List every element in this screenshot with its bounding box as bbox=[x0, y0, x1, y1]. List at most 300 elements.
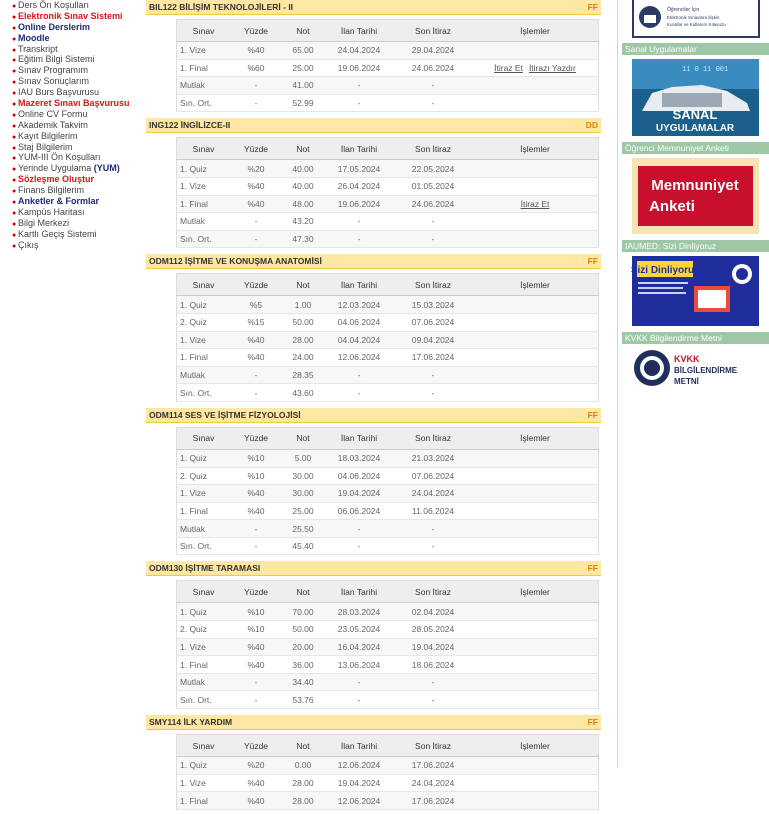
sidebar-item[interactable] bbox=[12, 11, 140, 22]
dinliyoruz-banner[interactable] bbox=[632, 256, 759, 326]
column-header-yuzde: Yüzde bbox=[230, 735, 282, 757]
column-header-ilan: İlan Tarihi bbox=[324, 427, 394, 449]
cell-sinav: 1. Quiz bbox=[177, 757, 231, 775]
sidebar-item[interactable] bbox=[12, 218, 140, 229]
column-header-sinav: Sınav bbox=[177, 427, 231, 449]
cell-actions bbox=[472, 449, 599, 467]
cell-ilan: 17.05.2024 bbox=[324, 160, 394, 178]
column-header-sinav: Sınav bbox=[177, 581, 231, 603]
course-header bbox=[146, 254, 601, 269]
sidebar-item[interactable] bbox=[12, 44, 140, 55]
cell-sinav: Mutlak bbox=[177, 366, 231, 384]
column-header-ilan: İlan Tarihi bbox=[324, 735, 394, 757]
cell-yuzde: %40 bbox=[230, 656, 282, 674]
kvkk-card bbox=[622, 332, 769, 388]
course-letter-grade: FF bbox=[587, 256, 598, 267]
cell-yuzde: %10 bbox=[230, 449, 282, 467]
grade-row bbox=[177, 792, 599, 810]
cell-yuzde: %60 bbox=[230, 59, 282, 77]
cell-sinav: 1. Vize bbox=[177, 42, 231, 60]
cell-sinav: 1. Final bbox=[177, 59, 231, 77]
cell-sinav: 1. Quiz bbox=[177, 296, 231, 314]
cell-not: 36.00 bbox=[282, 656, 324, 674]
objection-link[interactable]: İtiraz Et bbox=[494, 62, 523, 73]
grades-table bbox=[176, 734, 599, 810]
cell-ilan: 12.03.2024 bbox=[324, 296, 394, 314]
column-header-son: Son İtiraz bbox=[394, 20, 472, 42]
cell-yuzde: - bbox=[230, 691, 282, 709]
cell-ilan: 04.04.2024 bbox=[324, 331, 394, 349]
sidebar-item[interactable] bbox=[12, 196, 140, 207]
cell-ilan: - bbox=[324, 94, 394, 112]
cell-not: 48.00 bbox=[282, 195, 324, 213]
course-name: SMY114 İLK YARDIM bbox=[149, 717, 233, 728]
cell-sinav: 1. Final bbox=[177, 656, 231, 674]
sidebar-item-label: Eğitim Bilgi Sistemi bbox=[18, 54, 95, 65]
cell-son: - bbox=[394, 230, 472, 248]
sidebar-item-label: Transkript bbox=[18, 43, 58, 54]
cell-actions bbox=[472, 59, 599, 77]
cell-not: 28.00 bbox=[282, 792, 324, 810]
cell-ilan: 24.04.2024 bbox=[324, 42, 394, 60]
column-header-son: Son İtiraz bbox=[394, 138, 472, 160]
grade-row bbox=[177, 603, 599, 621]
cell-sinav: Mutlak bbox=[177, 520, 231, 538]
cell-actions bbox=[472, 502, 599, 520]
cell-not: 30.00 bbox=[282, 485, 324, 503]
cell-not: 50.00 bbox=[282, 621, 324, 639]
cell-actions bbox=[472, 230, 599, 248]
cell-yuzde: - bbox=[230, 537, 282, 555]
cell-sinav: 1. Quiz bbox=[177, 160, 231, 178]
sidebar-item-label: IAU Burs Başvurusu bbox=[18, 87, 100, 98]
cell-actions bbox=[472, 485, 599, 503]
cell-ilan: 28.03.2024 bbox=[324, 603, 394, 621]
cell-yuzde: - bbox=[230, 366, 282, 384]
bullet-icon: ● bbox=[12, 133, 17, 141]
cell-yuzde: %20 bbox=[230, 160, 282, 178]
sanal-banner[interactable] bbox=[632, 59, 759, 136]
column-header-islemler: İşlemler bbox=[472, 581, 599, 603]
course-letter-grade: DD bbox=[585, 120, 598, 131]
cell-ilan: - bbox=[324, 213, 394, 231]
sidebar-item-label: Yerinde Uygulama bbox=[18, 163, 92, 174]
column-header-sinav: Sınav bbox=[177, 274, 231, 296]
bullet-icon: ● bbox=[12, 24, 17, 32]
sidebar-item[interactable] bbox=[12, 240, 140, 251]
course-letter-grade: FF bbox=[587, 409, 598, 420]
grade-row bbox=[177, 384, 599, 402]
cell-actions bbox=[472, 195, 599, 213]
exam-guide-line2: Elektronik Sınavlara İlişkin bbox=[666, 15, 720, 20]
cell-not: 50.00 bbox=[282, 313, 324, 331]
nav-list bbox=[0, 0, 140, 250]
sidebar-item-label: Çıkış bbox=[18, 239, 39, 250]
print-objection-link[interactable]: İtirazı Yazdır bbox=[528, 62, 576, 73]
cell-actions bbox=[472, 792, 599, 810]
column-header-ilan: İlan Tarihi bbox=[324, 581, 394, 603]
bullet-icon: ● bbox=[12, 155, 17, 163]
sidebar-item-label: Mazeret Sınavı Başvurusu bbox=[18, 98, 130, 109]
kvkk-card-title: KVKK Bilgilendirme Metni bbox=[622, 332, 769, 344]
cell-actions bbox=[472, 603, 599, 621]
sanal-card bbox=[622, 43, 769, 136]
cell-son: 17.06.2024 bbox=[394, 792, 472, 810]
sidebar-item-label: Online Derslerim bbox=[18, 21, 91, 32]
column-header-son: Son İtiraz bbox=[394, 581, 472, 603]
cell-son: - bbox=[394, 673, 472, 691]
cell-son: - bbox=[394, 537, 472, 555]
cell-actions bbox=[472, 42, 599, 60]
cell-sinav: 1. Final bbox=[177, 195, 231, 213]
column-header-sinav: Sınav bbox=[177, 20, 231, 42]
grade-row bbox=[177, 213, 599, 231]
cell-sinav: 1. Quiz bbox=[177, 603, 231, 621]
bullet-icon: ● bbox=[12, 231, 17, 239]
kvkk-banner-text2: BİLGİLENDİRME bbox=[674, 366, 738, 375]
column-header-not: Not bbox=[282, 20, 324, 42]
anket-banner-text2: Anketi bbox=[649, 198, 695, 215]
sidebar-item[interactable] bbox=[12, 54, 140, 65]
dinliyoruz-card bbox=[622, 240, 769, 326]
cell-son: - bbox=[394, 520, 472, 538]
grade-row bbox=[177, 195, 599, 213]
sidebar-item-label: Sözleşme Oluştur bbox=[18, 174, 95, 185]
bullet-icon: ● bbox=[12, 122, 17, 130]
cell-actions bbox=[472, 366, 599, 384]
course-name: BIL122 BİLİŞİM TEKNOLOJİLERİ - II bbox=[149, 2, 294, 12]
grades-table-header bbox=[177, 274, 599, 296]
cell-yuzde: %40 bbox=[230, 331, 282, 349]
cell-actions bbox=[472, 296, 599, 314]
cell-yuzde: %10 bbox=[230, 603, 282, 621]
sidebar-item[interactable] bbox=[12, 207, 140, 218]
cell-son: 01.05.2024 bbox=[394, 177, 472, 195]
cell-yuzde: %40 bbox=[230, 42, 282, 60]
course-section bbox=[146, 118, 601, 252]
svg-text:11 0 11 001: 11 0 11 001 bbox=[682, 66, 729, 74]
objection-link[interactable]: İtiraz Et bbox=[520, 198, 550, 209]
grades-table-header bbox=[177, 735, 599, 757]
cell-ilan: 12.06.2024 bbox=[324, 349, 394, 367]
column-header-sinav: Sınav bbox=[177, 735, 231, 757]
anket-banner[interactable] bbox=[632, 158, 759, 234]
cell-ilan: 26.04.2024 bbox=[324, 177, 394, 195]
sanal-banner-text2: UYGULAMALAR bbox=[655, 123, 735, 134]
course-header bbox=[146, 118, 601, 133]
exam-guide-banner[interactable] bbox=[633, 0, 759, 37]
column-header-islemler: İşlemler bbox=[472, 20, 599, 42]
column-header-son: Son İtiraz bbox=[394, 427, 472, 449]
cell-ilan: 18.03.2024 bbox=[324, 449, 394, 467]
cell-ilan: 23.05.2024 bbox=[324, 621, 394, 639]
bullet-icon: ● bbox=[12, 13, 17, 21]
cell-sinav: 1. Quiz bbox=[177, 449, 231, 467]
cell-yuzde: %10 bbox=[230, 467, 282, 485]
cell-sinav: 1. Vize bbox=[177, 177, 231, 195]
sidebar-item-label: Sınav Programım bbox=[18, 65, 89, 76]
cell-son: - bbox=[394, 213, 472, 231]
sidebar-item[interactable] bbox=[12, 0, 140, 11]
cell-actions bbox=[472, 673, 599, 691]
cell-ilan: 12.06.2024 bbox=[324, 757, 394, 775]
column-header-not: Not bbox=[282, 138, 324, 160]
bullet-icon: ● bbox=[12, 79, 17, 87]
column-header-islemler: İşlemler bbox=[472, 138, 599, 160]
cell-not: 25.00 bbox=[282, 59, 324, 77]
sidebar-item-label: Sınav Sonuçlarım bbox=[18, 76, 90, 87]
cell-son: 24.06.2024 bbox=[394, 59, 472, 77]
sidebar-item[interactable] bbox=[12, 142, 140, 153]
cell-sinav: 2. Quiz bbox=[177, 467, 231, 485]
cell-yuzde: %20 bbox=[230, 757, 282, 775]
column-header-islemler: İşlemler bbox=[472, 427, 599, 449]
grade-row bbox=[177, 502, 599, 520]
cell-yuzde: %40 bbox=[230, 195, 282, 213]
sidebar-item-label: Elektronik Sınav Sistemi bbox=[18, 10, 123, 21]
cell-ilan: 04.06.2024 bbox=[324, 313, 394, 331]
grade-row bbox=[177, 296, 599, 314]
column-header-yuzde: Yüzde bbox=[230, 20, 282, 42]
cell-sinav: 1. Vize bbox=[177, 638, 231, 656]
sidebar-nav bbox=[0, 0, 140, 768]
cell-ilan: - bbox=[324, 691, 394, 709]
cell-yuzde: %40 bbox=[230, 349, 282, 367]
cell-actions bbox=[472, 213, 599, 231]
cell-not: 20.00 bbox=[282, 638, 324, 656]
cell-not: 24.00 bbox=[282, 349, 324, 367]
bullet-icon: ● bbox=[12, 68, 17, 76]
anket-card bbox=[622, 142, 769, 234]
cell-yuzde: %40 bbox=[230, 638, 282, 656]
sidebar-item-label: Moodle bbox=[18, 32, 50, 43]
cell-son: 09.04.2024 bbox=[394, 331, 472, 349]
sidebar-item[interactable] bbox=[12, 163, 140, 174]
bullet-icon: ● bbox=[12, 166, 17, 174]
column-header-not: Not bbox=[282, 427, 324, 449]
cell-ilan: - bbox=[324, 537, 394, 555]
bullet-icon: ● bbox=[12, 101, 17, 109]
cell-yuzde: %5 bbox=[230, 296, 282, 314]
kvkk-banner[interactable] bbox=[632, 348, 759, 388]
cell-ilan: 16.04.2024 bbox=[324, 638, 394, 656]
cell-son: 15.03.2024 bbox=[394, 296, 472, 314]
course-header bbox=[146, 715, 601, 730]
sidebar-item-label: Finans Bilgilerim bbox=[18, 185, 85, 196]
sidebar-item[interactable] bbox=[12, 65, 140, 76]
sidebar-item[interactable] bbox=[12, 174, 140, 185]
cell-not: 34.40 bbox=[282, 673, 324, 691]
cell-son: 24.04.2024 bbox=[394, 774, 472, 792]
column-header-not: Not bbox=[282, 581, 324, 603]
course-section bbox=[146, 561, 601, 713]
cell-sinav: 1. Final bbox=[177, 349, 231, 367]
bullet-icon: ● bbox=[12, 209, 17, 217]
cell-actions bbox=[472, 537, 599, 555]
bullet-icon: ● bbox=[12, 199, 17, 207]
sidebar-item[interactable] bbox=[12, 87, 140, 98]
sidebar-item[interactable] bbox=[12, 229, 140, 240]
course-section bbox=[146, 715, 601, 814]
cell-actions bbox=[472, 384, 599, 402]
sidebar-item[interactable] bbox=[12, 22, 140, 33]
exam-guide-line1: Öğrenciler İçin bbox=[666, 7, 699, 13]
cell-son: 22.05.2024 bbox=[394, 160, 472, 178]
cell-ilan: 19.06.2024 bbox=[324, 59, 394, 77]
grade-row bbox=[177, 774, 599, 792]
anket-banner-text1: Memnuniyet bbox=[651, 177, 739, 194]
cell-yuzde: %40 bbox=[230, 502, 282, 520]
sidebar-item-label: Kampüs Haritası bbox=[18, 206, 85, 217]
cell-actions bbox=[472, 621, 599, 639]
column-header-yuzde: Yüzde bbox=[230, 581, 282, 603]
cell-sinav: Sın. Ort. bbox=[177, 537, 231, 555]
cell-ilan: - bbox=[324, 230, 394, 248]
column-header-not: Not bbox=[282, 274, 324, 296]
cell-actions bbox=[472, 313, 599, 331]
cell-son: - bbox=[394, 77, 472, 95]
cell-ilan: - bbox=[324, 77, 394, 95]
grades-table-header bbox=[177, 427, 599, 449]
bullet-icon: ● bbox=[12, 188, 17, 196]
bullet-icon: ● bbox=[12, 35, 17, 43]
cell-actions bbox=[472, 160, 599, 178]
column-header-ilan: İlan Tarihi bbox=[324, 138, 394, 160]
course-header bbox=[146, 408, 601, 423]
grades-table-header bbox=[177, 20, 599, 42]
cell-not: 47.30 bbox=[282, 230, 324, 248]
sidebar-item[interactable] bbox=[12, 98, 140, 109]
dinliyoruz-banner-text: Sizi Dinliyoruz bbox=[630, 265, 700, 276]
cell-not: 43.20 bbox=[282, 213, 324, 231]
cell-yuzde: %10 bbox=[230, 621, 282, 639]
cell-not: 70.00 bbox=[282, 603, 324, 621]
cell-son: 11.06.2024 bbox=[394, 502, 472, 520]
cell-son: 19.04.2024 bbox=[394, 638, 472, 656]
cell-actions bbox=[472, 656, 599, 674]
cell-son: 02.04.2024 bbox=[394, 603, 472, 621]
course-header bbox=[146, 0, 601, 15]
cell-son: - bbox=[394, 384, 472, 402]
column-header-yuzde: Yüzde bbox=[230, 138, 282, 160]
cell-son: 17.06.2024 bbox=[394, 349, 472, 367]
cell-son: - bbox=[394, 94, 472, 112]
column-header-yuzde: Yüzde bbox=[230, 427, 282, 449]
sidebar-item[interactable] bbox=[12, 131, 140, 142]
bullet-icon: ● bbox=[12, 3, 17, 10]
cell-yuzde: %40 bbox=[230, 177, 282, 195]
cell-sinav: 1. Vize bbox=[177, 331, 231, 349]
course-section bbox=[146, 0, 601, 116]
column-header-not: Not bbox=[282, 735, 324, 757]
bullet-icon: ● bbox=[12, 144, 17, 152]
column-header-ilan: İlan Tarihi bbox=[324, 20, 394, 42]
cell-son: 07.06.2024 bbox=[394, 313, 472, 331]
dinliyoruz-card-title: IAUMED: Sizi Dinliyoruz bbox=[622, 240, 769, 252]
cell-yuzde: - bbox=[230, 230, 282, 248]
cell-son: 28.05.2024 bbox=[394, 621, 472, 639]
column-header-islemler: İşlemler bbox=[472, 274, 599, 296]
cell-son: - bbox=[394, 366, 472, 384]
cell-not: 30.00 bbox=[282, 467, 324, 485]
cell-son: 24.06.2024 bbox=[394, 195, 472, 213]
cell-not: 41.00 bbox=[282, 77, 324, 95]
cell-son: 21.03.2024 bbox=[394, 449, 472, 467]
cell-ilan: 19.04.2024 bbox=[324, 774, 394, 792]
column-header-islemler: İşlemler bbox=[472, 735, 599, 757]
cell-ilan: 19.06.2024 bbox=[324, 195, 394, 213]
course-header bbox=[146, 561, 601, 576]
grade-row bbox=[177, 177, 599, 195]
cell-actions bbox=[472, 94, 599, 112]
sidebar-item[interactable] bbox=[12, 33, 140, 44]
column-header-yuzde: Yüzde bbox=[230, 274, 282, 296]
cell-son: 18.06.2024 bbox=[394, 656, 472, 674]
cell-actions bbox=[472, 77, 599, 95]
bullet-icon: ● bbox=[12, 57, 17, 65]
cell-sinav: 2. Quiz bbox=[177, 621, 231, 639]
grade-row bbox=[177, 757, 599, 775]
cell-yuzde: - bbox=[230, 384, 282, 402]
sanal-banner-text1: SANAL bbox=[672, 107, 718, 122]
exam-guide-card[interactable] bbox=[622, 0, 769, 37]
cell-sinav: 1. Final bbox=[177, 502, 231, 520]
kvkk-banner-text1: KVKK bbox=[674, 354, 700, 364]
cell-not: 28.00 bbox=[282, 774, 324, 792]
cell-ilan: - bbox=[324, 520, 394, 538]
cell-actions bbox=[472, 757, 599, 775]
grade-row bbox=[177, 467, 599, 485]
cell-yuzde: - bbox=[230, 77, 282, 95]
cell-not: 25.00 bbox=[282, 502, 324, 520]
cell-ilan: 13.06.2024 bbox=[324, 656, 394, 674]
cell-ilan: 19.04.2024 bbox=[324, 485, 394, 503]
course-letter-grade: FF bbox=[587, 2, 598, 12]
sidebar-item-label: Kayıt Bilgilerim bbox=[18, 130, 78, 141]
cell-yuzde: %40 bbox=[230, 485, 282, 503]
course-name: ODM112 İŞİTME VE KONUŞMA ANATOMİSİ bbox=[149, 256, 322, 267]
anket-card-title: Öğrenci Memnuniyet Anketi bbox=[622, 142, 769, 154]
column-header-sinav: Sınav bbox=[177, 138, 231, 160]
sidebar-item[interactable] bbox=[12, 120, 140, 131]
cell-son: 07.06.2024 bbox=[394, 467, 472, 485]
sidebar-item[interactable] bbox=[12, 152, 140, 163]
cell-son: 24.04.2024 bbox=[394, 485, 472, 503]
grade-row bbox=[177, 449, 599, 467]
sidebar-item-label: Ders Ön Koşulları bbox=[18, 0, 90, 10]
cell-actions bbox=[472, 467, 599, 485]
cell-sinav: 1. Vize bbox=[177, 774, 231, 792]
grade-row bbox=[177, 349, 599, 367]
cell-yuzde: - bbox=[230, 94, 282, 112]
cell-sinav: 1. Final bbox=[177, 792, 231, 810]
grade-row bbox=[177, 485, 599, 503]
column-header-son: Son İtiraz bbox=[394, 735, 472, 757]
grades-panel bbox=[146, 0, 601, 806]
grade-row bbox=[177, 59, 599, 77]
sidebar-item[interactable] bbox=[12, 109, 140, 120]
sidebar-item[interactable] bbox=[12, 76, 140, 87]
sidebar-item-label: Bilgi Merkezi bbox=[18, 217, 70, 228]
grade-row bbox=[177, 160, 599, 178]
course-name: ING122 İNGİLİZCE-II bbox=[149, 120, 231, 131]
grade-row bbox=[177, 520, 599, 538]
sidebar-item[interactable] bbox=[12, 185, 140, 196]
grade-row bbox=[177, 42, 599, 60]
bullet-icon: ● bbox=[12, 177, 17, 185]
course-name: ODM114 SES VE İŞİTME FİZYOLOJİSİ bbox=[149, 409, 301, 420]
cell-sinav: Mutlak bbox=[177, 673, 231, 691]
